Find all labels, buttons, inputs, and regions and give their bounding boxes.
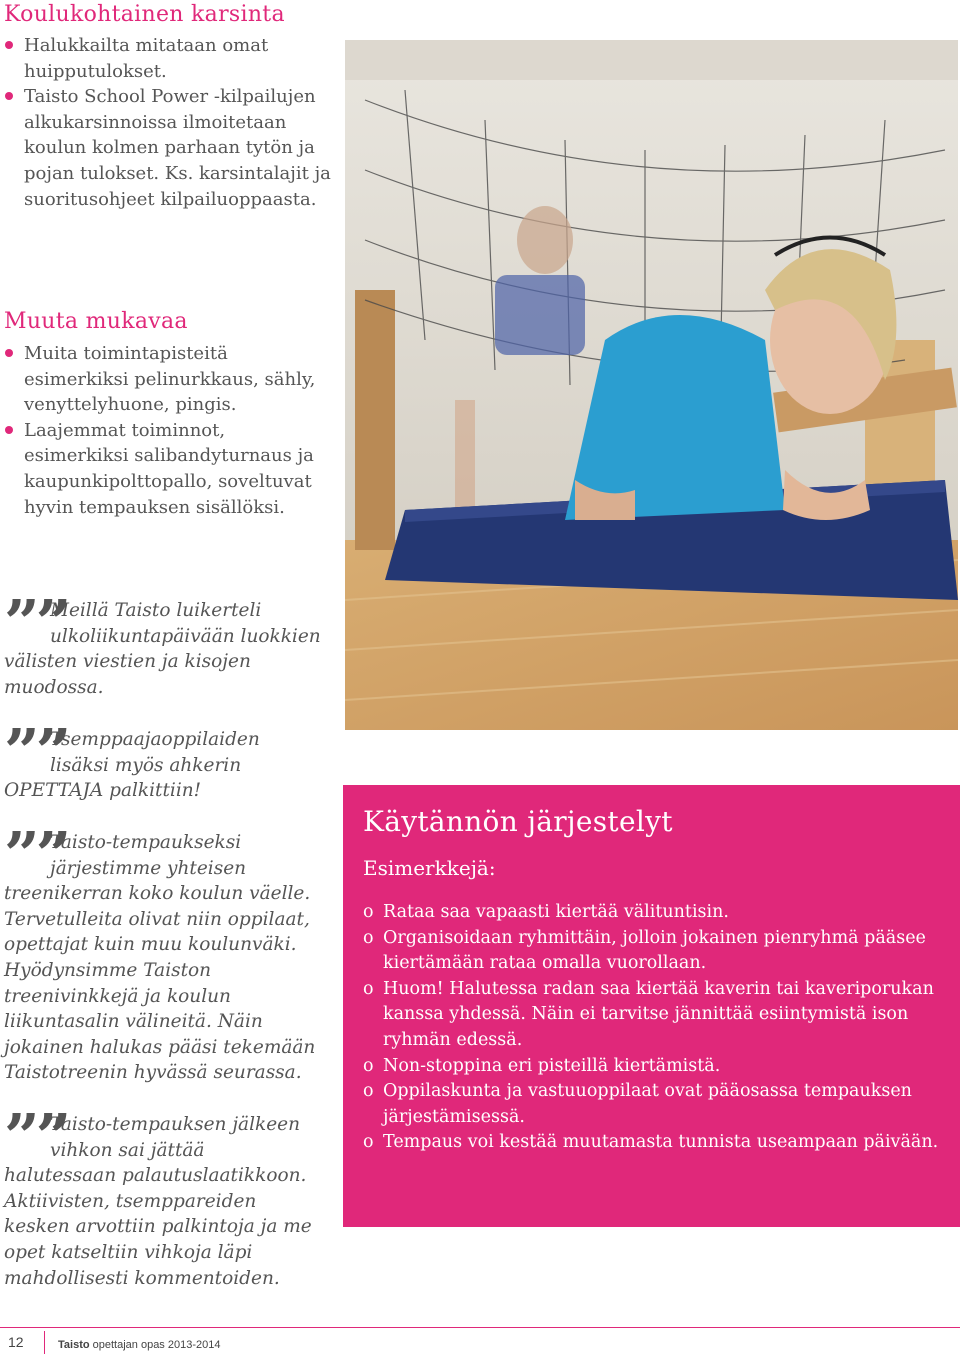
- circle-bullet-icon: o: [363, 902, 374, 922]
- quote-mark-icon: ””: [4, 818, 68, 891]
- muuta-list: [4, 341, 334, 520]
- list-item: o Rataa saa vapaasti kiertää välituntisin.: [363, 900, 940, 926]
- box-title: Käytännön järjestelyt: [363, 805, 673, 838]
- list-item: Laajemmat toiminnot, esimerkiksi salibandyturnaus ja kaupunkipolttopallo, soveltuvat hyvin tempauksen sisällöksi.: [4, 418, 334, 520]
- list-item: Halukkailta mitataan omat huipputulokset.: [4, 33, 334, 84]
- circle-bullet-icon: o: [363, 978, 374, 999]
- list-item: o Oppilaskunta ja vastuuoppilaat ovat pääosassa tempauksen järjestämisessä.: [363, 1081, 912, 1127]
- list-item: Taisto School Power -kilpailujen alkukarsinnoissa ilmoitetaan koulun kolmen parhaan tytön ja pojan tulokset. Ks. karsintalajit ja suoritusohjeet kilpailuoppaasta.: [4, 84, 334, 212]
- list-item: o Non-stoppina eri pisteillä kiertämistä.: [363, 1054, 940, 1080]
- box-subtitle: Esimerkkejä:: [363, 856, 496, 880]
- dot-icon: [5, 92, 13, 100]
- section-title-karsinta: Koulukohtainen karsinta: [4, 2, 285, 27]
- footer-brand: Taisto: [58, 1339, 90, 1351]
- dot-icon: [5, 41, 13, 49]
- quote-mark-icon: ””: [4, 586, 68, 659]
- list-item: Muita toimintapisteitä esimerkiksi pelinurkkaus, sähly, venyttelyhuone, pingis.: [4, 341, 334, 418]
- box-list: [363, 900, 940, 1156]
- practical-arrangements-box: [343, 785, 960, 1227]
- dot-icon: [5, 349, 13, 357]
- quote: [4, 586, 322, 700]
- karsinta-list: [4, 33, 334, 212]
- quote-text: Taisto-tempaukseksi järjestimme yhteisen treenikerran koko koulun väelle. Tervetulleita olivat niin oppilaat, opettajat kuin muu koulunväki. Hyödynsimme Taiston treenivinkkejä ja koulun liikuntasalin välineitä. Näin jokainen halukas pääsi tekemään Taistotreenin hyvässä seurassa.: [4, 832, 316, 1084]
- gym-photo-illustration: [345, 40, 958, 730]
- quote: [4, 715, 322, 804]
- footer-vertical-divider: [44, 1331, 45, 1354]
- footer-divider: [0, 1327, 960, 1328]
- quote-text: Meillä Taisto luikerteli ulkoliikuntapäivään luokkien välisten viestien ja kisojen muodossa.: [4, 600, 321, 698]
- page-number: 12: [8, 1334, 24, 1350]
- list-item: o Huom! Halutessa radan saa kiertää kaverin tai kaveriporukan kanssa yhdessä. Näin ei tarvitse jännittää esiintymistä ison ryhmän edessä.: [363, 978, 934, 1050]
- footer-title: [58, 1339, 220, 1351]
- footer-subtitle: opettajan opas 2013-2014: [92, 1339, 221, 1351]
- list-item: o Tempaus voi kestää muutamasta tunnista useampaan päivään.: [363, 1130, 940, 1156]
- circle-bullet-icon: o: [363, 927, 374, 948]
- quote-text: Tsemppaajaoppilaiden lisäksi myös ahkerin OPETTAJA palkittiin!: [4, 729, 260, 802]
- dot-icon: [5, 426, 13, 434]
- circle-bullet-icon: o: [363, 1132, 374, 1153]
- circle-bullet-icon: o: [363, 1055, 374, 1076]
- list-item: o Organisoidaan ryhmittäin, jolloin jokainen pienryhmä pääsee kiertämään rataa omalla vuorollaan.: [363, 927, 926, 974]
- section-title-muuta: Muuta mukavaa: [4, 309, 188, 334]
- gym-photo: [345, 40, 958, 730]
- quote: [4, 1100, 322, 1291]
- quote: [4, 818, 322, 1086]
- quote-text: Taisto-tempauksen jälkeen vihkon sai jättää halutessaan palautuslaatikkoon. Aktiivisten, tsemppareiden kesken arvottiin palkintoja ja me opet katseltiin vihkoja läpi mahdollisesti kommentoiden.: [4, 1114, 312, 1289]
- quote-mark-icon: ””: [4, 1100, 68, 1173]
- quote-mark-icon: ””: [4, 715, 68, 788]
- circle-bullet-icon: o: [363, 1081, 374, 1102]
